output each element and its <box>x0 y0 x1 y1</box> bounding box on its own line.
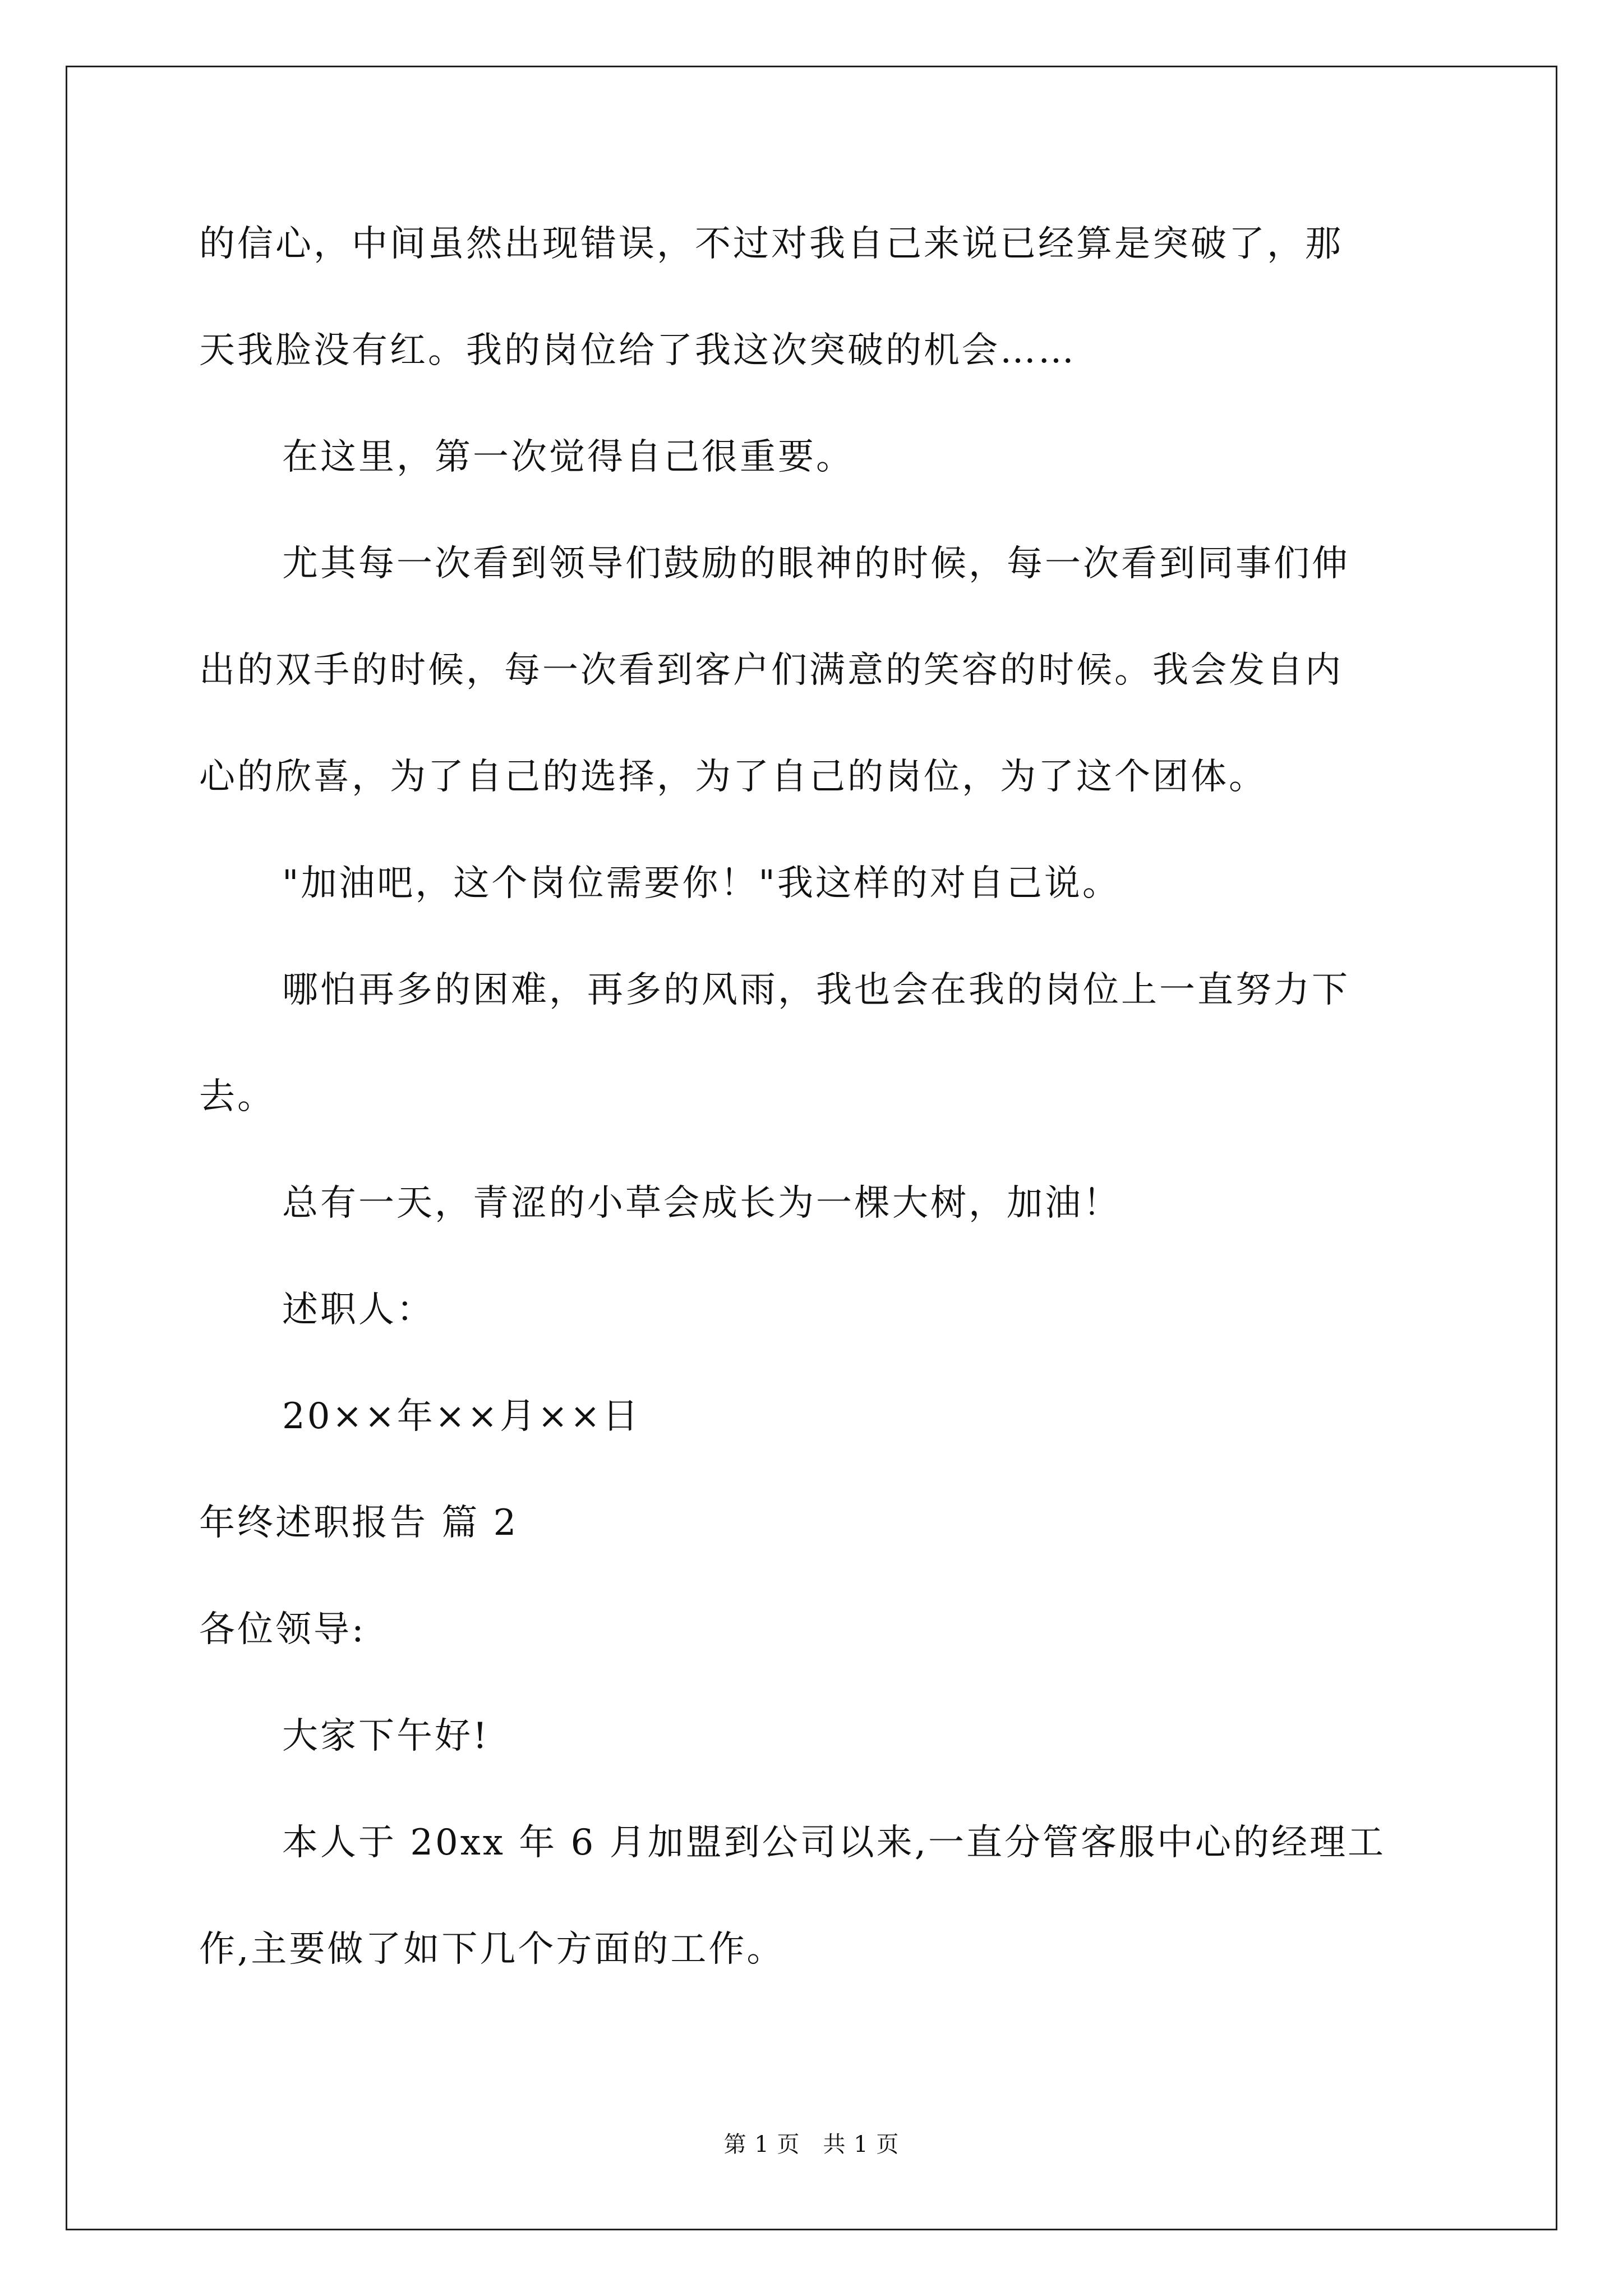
paragraph-line: 总有一天，青涩的小草会成长为一棵大树，加油！ <box>282 1182 1121 1224</box>
paragraph-line: 作,主要做了如下几个方面的工作。 <box>199 1929 785 1970</box>
paragraph-line: 去。 <box>199 1076 275 1117</box>
signature-label: 述职人： <box>282 1289 435 1331</box>
page-border <box>66 66 1557 2230</box>
paragraph-line: 在这里，第一次觉得自己很重要。 <box>282 436 854 478</box>
date-line: 20××年××月××日 <box>282 1396 641 1437</box>
paragraph-line: "加油吧，这个岗位需要你！"我这样的对自己说。 <box>282 863 1121 904</box>
paragraph-line: 出的双手的时候，每一次看到客户们满意的笑容的时候。我会发自内 <box>199 650 1343 691</box>
paragraph-line: 的信心，中间虽然出现错误，不过对我自己来说已经算是突破了，那 <box>199 223 1343 265</box>
greeting: 大家下午好! <box>282 1715 490 1757</box>
paragraph-line: 本人于 20xx 年 6 月加盟到公司以来,一直分管客服中心的经理工 <box>282 1822 1386 1864</box>
paragraph-line: 天我脸没有红。我的岗位给了我这次突破的机会…… <box>199 330 1076 371</box>
paragraph-line: 心的欣喜，为了自己的选择，为了自己的岗位，为了这个团体。 <box>199 756 1267 798</box>
salutation: 各位领导: <box>199 1609 366 1650</box>
section-heading: 年终述职报告 篇 2 <box>199 1502 519 1544</box>
paragraph-line: 尤其每一次看到领导们鼓励的眼神的时候，每一次看到同事们伸 <box>282 543 1350 585</box>
paragraph-line: 哪怕再多的困难，再多的风雨，我也会在我的岗位上一直努力下 <box>282 969 1350 1011</box>
page-number: 第 1 页 共 1 页 <box>723 2132 900 2157</box>
